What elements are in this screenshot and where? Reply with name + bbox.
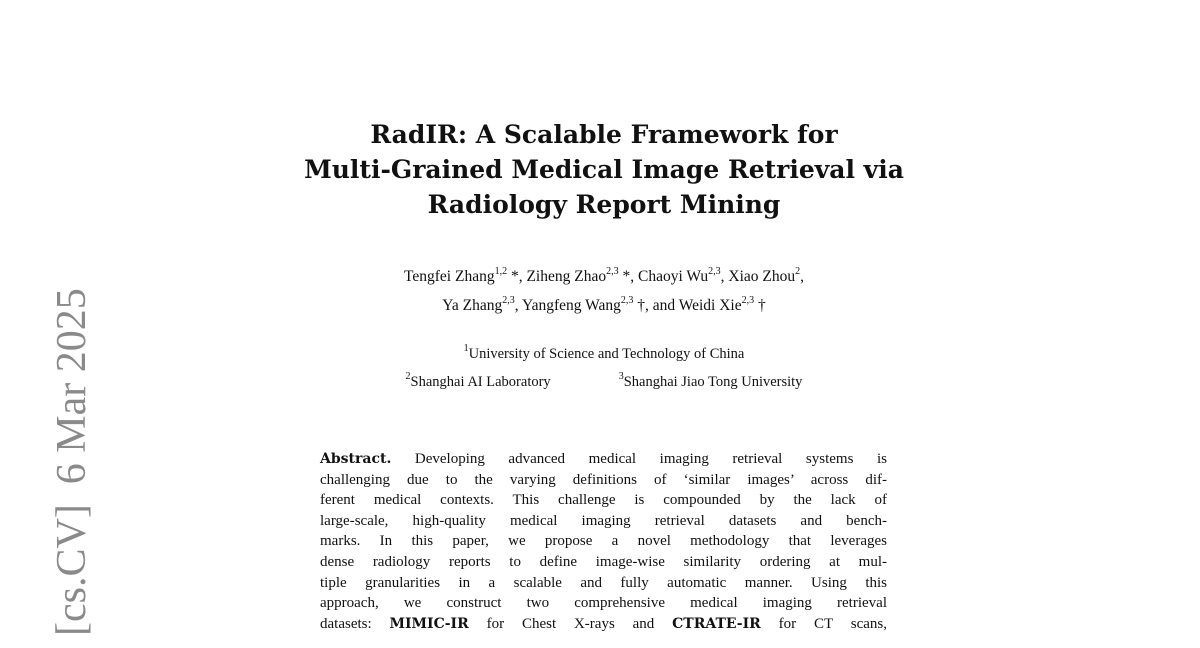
author-mark: * (618, 268, 631, 285)
author-mark: † (633, 297, 645, 314)
dataset-name-mimic-ir: MIMIC-IR (389, 615, 469, 632)
abstract (320, 449, 887, 634)
affiliation-sup: 1 (463, 343, 469, 355)
affiliation-row (280, 368, 928, 396)
dataset-name-ctrate-ir: CTRATE-IR (672, 615, 761, 632)
author-affil-sup: 1,2 (494, 265, 508, 277)
affiliation-name: University of Science and Technology of China (468, 346, 745, 362)
author-name: Xiao Zhou (728, 268, 796, 285)
abstract-line: approach, we construct two comprehensive medical imaging retrieval (320, 595, 887, 612)
title-line: Radiology Report Mining (427, 190, 781, 219)
author-name: Weidi Xie (678, 297, 742, 314)
abstract-line: marks. In this paper, we propose a novel methodology that leverages (320, 533, 887, 550)
title-line: Multi-Grained Medical Image Retrieval via (304, 155, 904, 184)
author-affil-sup: 2 (795, 265, 801, 277)
abstract-line: ferent medical contexts. This challenge is compounded by the lack of (320, 492, 887, 509)
title-line: RadIR: A Scalable Framework for (370, 120, 838, 149)
affiliation-sup: 3 (618, 371, 624, 383)
affiliation-list (280, 340, 928, 396)
author-affil-sup: 2,3 (708, 265, 721, 277)
arxiv-category: [cs.CV] (49, 504, 95, 636)
author-affil-sup: 2,3 (502, 294, 515, 306)
author-affil-sup: 2,3 (741, 294, 755, 306)
abstract-label: Abstract. (320, 451, 392, 467)
abstract-line: large-scale, high-quality medical imaging retrieval datasets and bench- (320, 512, 887, 529)
affiliation-row (280, 340, 928, 368)
abstract-line: tiple granularities in a scalable and fully automatic manner. Using this (320, 574, 887, 591)
affiliation-name: Shanghai Jiao Tong University (623, 374, 803, 390)
abstract-line: challenging due to the varying definitions of ‘similar images’ across dif- (320, 471, 887, 488)
author-name: Tengfei Zhang (404, 268, 495, 285)
author-line: Tengfei Zhang$^{1,2}$ *, Ziheng Zhao$^{2,3}$ *, Chaoyi Wu$^{2,3}$, Xiao Zhou$^2$, (404, 265, 804, 285)
author-mark: † (754, 297, 766, 314)
arxiv-date: 6 Mar 2025 (49, 288, 95, 485)
arxiv-side-stamp (48, 288, 96, 636)
author-affil-sup: 2,3 (620, 294, 634, 306)
author-mark: * (507, 268, 519, 285)
abstract-line: datasets: MIMIC-IR for Chest X-rays and CTRATE-IR for CT scans, (320, 615, 887, 632)
abstract-line: dense radiology reports to define image-wise similarity ordering at mul- (320, 553, 887, 570)
abstract-line: Abstract. Developing advanced medical imaging retrieval systems is (320, 451, 887, 467)
author-name: Ziheng Zhao (526, 268, 607, 285)
paper-title (280, 117, 928, 222)
author-name: Ya Zhang (442, 297, 503, 314)
author-name: Yangfeng Wang (521, 297, 621, 314)
author-list (280, 262, 928, 320)
author-name: Chaoyi Wu (637, 268, 709, 285)
author-line: Ya Zhang$^{2,3}$, Yangfeng Wang$^{2,3}$ †, and Weidi Xie$^{2,3}$ † (442, 294, 766, 314)
author-affil-sup: 2,3 (606, 265, 619, 277)
affiliation-name: Shanghai AI Laboratory (410, 374, 551, 390)
affiliation-sup: 2 (405, 371, 411, 383)
